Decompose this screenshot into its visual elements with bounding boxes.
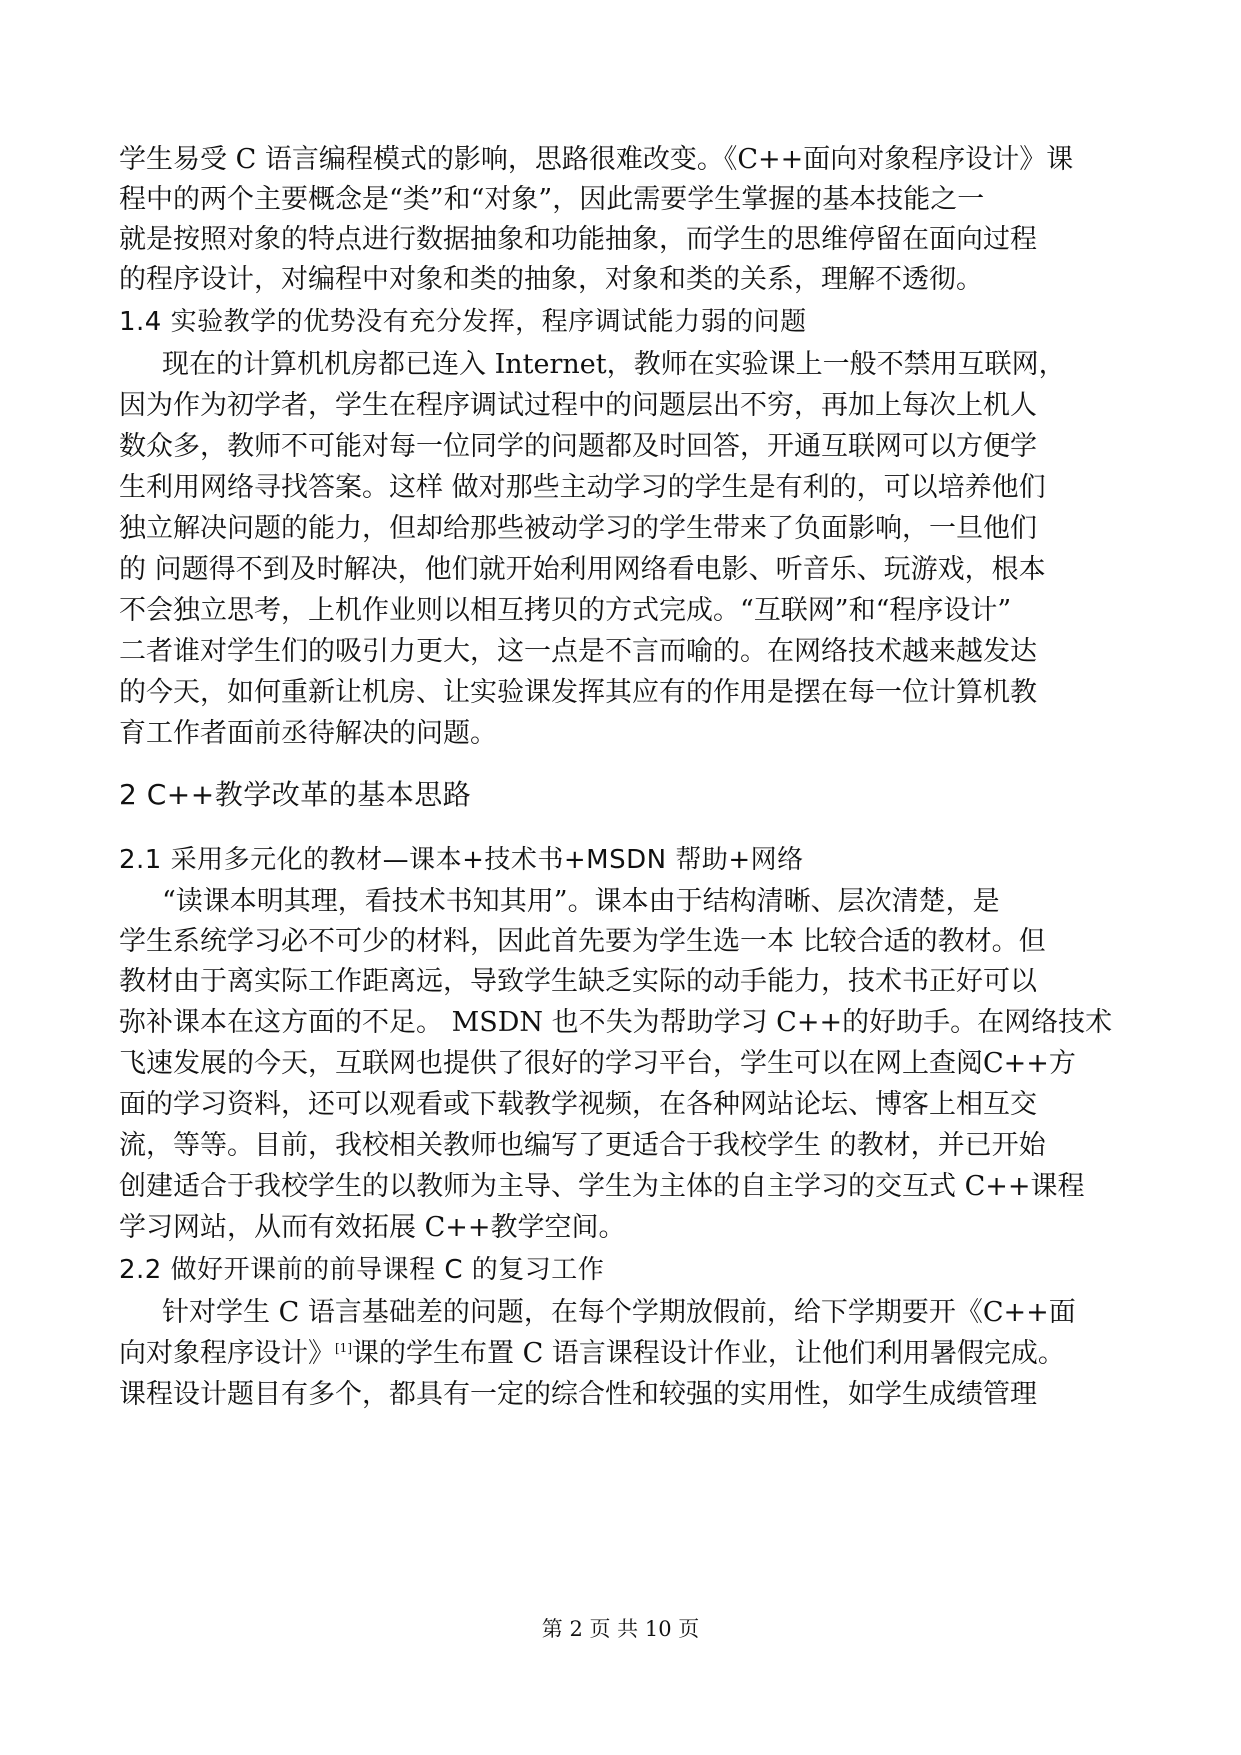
paragraph-line: 因为作为初学者，学生在程序调试过程中的问题层出不穷，再加上每次上机人 xyxy=(119,390,1037,421)
section-heading-2-1: 2.1 采用多元化的教材—课本+技术书+MSDN 帮助+网络 xyxy=(119,845,804,875)
paragraph-line: 弥补课本在这方面的不足。 MSDN 也不失为帮助学习 C++的好助手。在网络技术 xyxy=(119,1007,1113,1038)
section-heading-1-4: 1.4 实验教学的优势没有充分发挥，程序调试能力弱的问题 xyxy=(119,307,807,337)
paragraph-text: 课的学生布置 C 语言课程设计作业，让他们利用暑假完成。 xyxy=(352,1338,1065,1369)
paragraph-line: 二者谁对学生们的吸引力更大，这一点是不言而喻的。在网络技术越来越发达 xyxy=(119,636,1037,667)
paragraph-line: 的程序设计，对编程中对象和类的抽象，对象和类的关系，理解不透彻。 xyxy=(119,264,983,295)
section-heading-2: 2 C++教学改革的基本思路 xyxy=(119,778,472,811)
paragraph-line: 飞速发展的今天，互联网也提供了很好的学习平台，学生可以在网上查阅C++方 xyxy=(119,1048,1076,1079)
page-number-footer: 第 2 页 共 10 页 xyxy=(541,1617,700,1641)
paragraph-line: 的 问题得不到及时解决，他们就开始利用网络看电影、听音乐、玩游戏，根本 xyxy=(119,554,1046,585)
paragraph-line: 现在的计算机机房都已连入 Internet，教师在实验课上一般不禁用互联网， xyxy=(162,349,1066,380)
paragraph-line: 的今天，如何重新让机房、让实验课发挥其应有的作用是摆在每一位计算机教 xyxy=(119,677,1037,708)
paragraph-line: 育工作者面前丞待解决的问题。 xyxy=(119,718,497,749)
paragraph-line-with-citation xyxy=(119,1334,1065,1374)
paragraph-line: 课程设计题目有多个，都具有一定的综合性和较强的实用性，如学生成绩管理 xyxy=(119,1379,1037,1410)
paragraph-line: 就是按照对象的特点进行数据抽象和功能抽象，而学生的思维停留在面向过程 xyxy=(119,224,1037,255)
paragraph-line: 学生系统学习必不可少的材料，因此首先要为学生选一本 比较合适的教材。但 xyxy=(119,926,1046,957)
paragraph-line: 生利用网络寻找答案。这样 做对那些主动学习的学生是有利的，可以培养他们 xyxy=(119,472,1046,503)
paragraph-line: 不会独立思考，上机作业则以相互拷贝的方式完成。“互联网”和“程序设计” xyxy=(119,595,1012,626)
section-heading-2-2: 2.2 做好开课前的前导课程 C 的复习工作 xyxy=(119,1255,605,1285)
paragraph-line: 数众多，教师不可能对每一位同学的问题都及时回答，开通互联网可以方便学 xyxy=(119,431,1037,462)
paragraph-text: 向对象程序设计》 xyxy=(119,1338,335,1369)
paragraph-line: 独立解决问题的能力，但却给那些被动学习的学生带来了负面影响，一旦他们 xyxy=(119,513,1037,544)
paragraph-line: “读课本明其理，看技术书知其用”。课本由于结构清晰、层次清楚，是 xyxy=(162,886,1000,917)
paragraph-line: 创建适合于我校学生的以教师为主导、学生为主体的自主学习的交互式 C++课程 xyxy=(119,1171,1085,1202)
paragraph-line: 针对学生 C 语言基础差的问题，在每个学期放假前，给下学期要开《C++面 xyxy=(162,1297,1076,1328)
citation-marker[interactable]: [1] xyxy=(335,1341,352,1355)
paragraph-line: 学习网站，从而有效拓展 C++教学空间。 xyxy=(119,1212,626,1243)
paragraph-line: 教材由于离实际工作距离远，导致学生缺乏实际的动手能力，技术书正好可以 xyxy=(119,966,1037,997)
paragraph-line: 面的学习资料，还可以观看或下载教学视频，在各种网站论坛、博客上相互交 xyxy=(119,1089,1037,1120)
paragraph-line: 流，等等。目前，我校相关教师也编写了更适合于我校学生 的教材，并已开始 xyxy=(119,1130,1046,1161)
paragraph-line: 学生易受 C 语言编程模式的影响，思路很难改变。《C++面向对象程序设计》课 xyxy=(119,144,1074,175)
paragraph-line: 程中的两个主要概念是“类”和“对象”，因此需要学生掌握的基本技能之一 xyxy=(119,184,985,215)
